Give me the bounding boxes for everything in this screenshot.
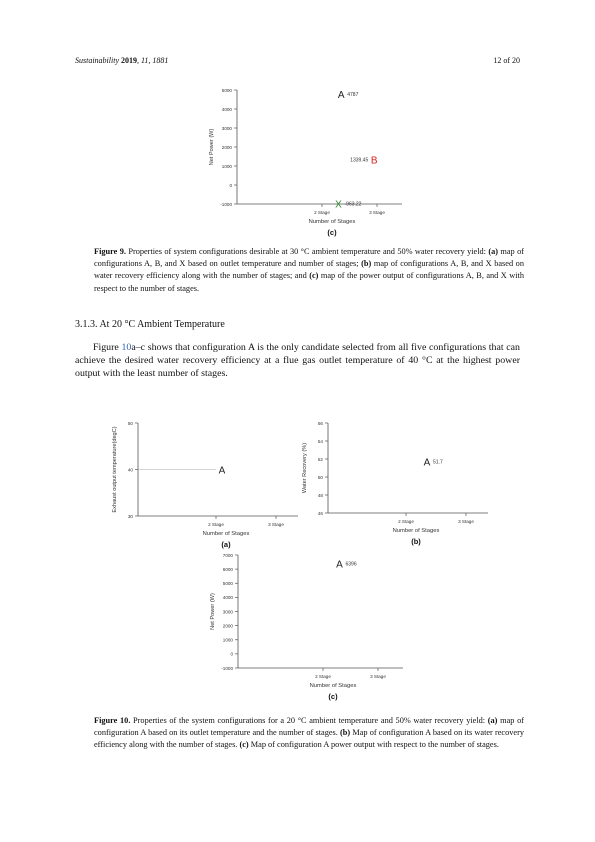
panel-label: (c) (328, 692, 338, 701)
y-axis-title: Net Power (W) (209, 128, 215, 166)
y-tick-label: 54 (317, 438, 323, 444)
y-tick-label: 46 (317, 510, 323, 516)
point-a-marker: A (218, 465, 226, 477)
y-tick-label: 3000 (222, 609, 233, 615)
panel-label: (b) (411, 537, 421, 546)
y-tick-label: 50 (317, 474, 323, 480)
figure-9c-chart (195, 85, 410, 245)
point-x-marker: X (335, 199, 342, 211)
y-tick-label: 6000 (222, 566, 233, 572)
y-tick-label: 1000 (221, 163, 232, 169)
y-axis-title: Water Recovery (%) (302, 442, 308, 494)
figure-9-caption: Figure 9. Properties of system configurations desirable at 30 °C ambient temperature and 50% water recovery yield: (a) map of configurations A, B, and X based on outlet temperature and number of stages; (b) map of configurations A, B, and X based on water recovery efficiency along with the number of stages; and (c) map of the power output of configurations A, B, and X with respect to the number of stages. (94, 247, 524, 293)
y-tick-label: 5000 (221, 87, 232, 93)
body-paragraph: Figure 10a–c shows that configuration A is the only candidate selected from all five configurations that can achieve the desired water recovery efficiency at a flue gas outlet temperature of 40 °C at the highest power output with the least number of stages. (75, 342, 520, 379)
point-a-value-label: 6396 (345, 561, 357, 568)
x-axis-title: Number of Stages (309, 683, 357, 689)
point-a-marker: A (337, 90, 345, 102)
figure-9-caption-label: Figure 9. (94, 247, 126, 256)
point-a-marker: A (336, 559, 343, 571)
x-tick-label: 3 Stage (268, 522, 284, 527)
figure-10b-chart (300, 420, 495, 555)
x-tick-label: 2 Stage (208, 522, 224, 527)
y-tick-label: 50 (127, 420, 133, 426)
x-axis-title: Number of Stages (392, 528, 440, 534)
figure-10c-chart (200, 553, 415, 713)
point-a-value-label: 4787 (347, 92, 359, 99)
x-tick-label: 3 Stage (369, 210, 385, 215)
point-b-marker: B (370, 155, 378, 167)
article-number: 1881 (152, 56, 169, 65)
y-tick-label: -1000 (221, 665, 233, 671)
x-axis-title: Number of Stages (308, 219, 356, 225)
y-tick-label: 5000 (222, 581, 233, 587)
journal-year: 2019 (121, 56, 137, 65)
y-tick-label: 1000 (222, 637, 233, 643)
x-tick-label: 2 Stage (315, 674, 331, 679)
point-a-value-label: 51.7 (433, 459, 443, 466)
panel-label: (a) (221, 540, 231, 549)
journal-name: Sustainability (75, 56, 119, 65)
figure-10-caption-label: Figure 10. (94, 716, 131, 725)
page-number: 12 of 20 (493, 56, 520, 65)
y-tick-label: -1000 (220, 201, 232, 207)
x-axis-title: Number of Stages (202, 531, 250, 537)
figure-10-link[interactable]: 10 (121, 342, 132, 353)
point-a-marker: A (423, 457, 431, 469)
y-axis-title: Net Power (W) (210, 593, 216, 630)
x-tick-label: 2 Stage (398, 519, 414, 524)
x-tick-label: 3 Stage (370, 674, 386, 679)
point-b-value-label: 1339.45 (350, 157, 369, 164)
y-tick-label: 48 (317, 492, 323, 498)
section-heading: 3.1.3. At 20 °C Ambient Temperature (75, 319, 225, 330)
y-tick-label: 56 (317, 420, 323, 426)
y-tick-label: 4000 (221, 106, 232, 112)
figure-10a-chart (110, 420, 300, 555)
y-tick-label: 2000 (222, 623, 233, 629)
point-x-value-label: -963.22 (344, 201, 362, 208)
y-tick-label: 2000 (221, 144, 232, 150)
y-axis-title: Exhaust output temperature(degC) (112, 426, 118, 513)
y-tick-label: 0 (230, 651, 233, 657)
y-tick-label: 4000 (222, 595, 233, 601)
panel-label: (c) (327, 228, 337, 237)
y-tick-label: 3000 (221, 125, 232, 131)
y-tick-label: 7000 (222, 553, 233, 558)
y-tick-label: 0 (229, 182, 232, 188)
y-tick-label: 52 (317, 456, 323, 462)
running-header-citation: Sustainability 2019, 11, 1881 (75, 56, 169, 65)
y-tick-label: 40 (127, 467, 133, 473)
x-tick-label: 2 Stage (314, 210, 330, 215)
figure-10-caption: Figure 10. Properties of the system configurations for a 20 °C ambient temperature and 50% water recovery yield: (a) map of configuration A based on its outlet temperature and the number of stages. (b) Map of configuration A based on its water recovery efficiency along with the number of stages. (c) Map of configuration A power output with respect to the number of stages. (94, 716, 524, 750)
y-tick-label: 30 (127, 513, 133, 519)
x-tick-label: 3 Stage (458, 519, 474, 524)
journal-volume: 11 (141, 56, 149, 65)
